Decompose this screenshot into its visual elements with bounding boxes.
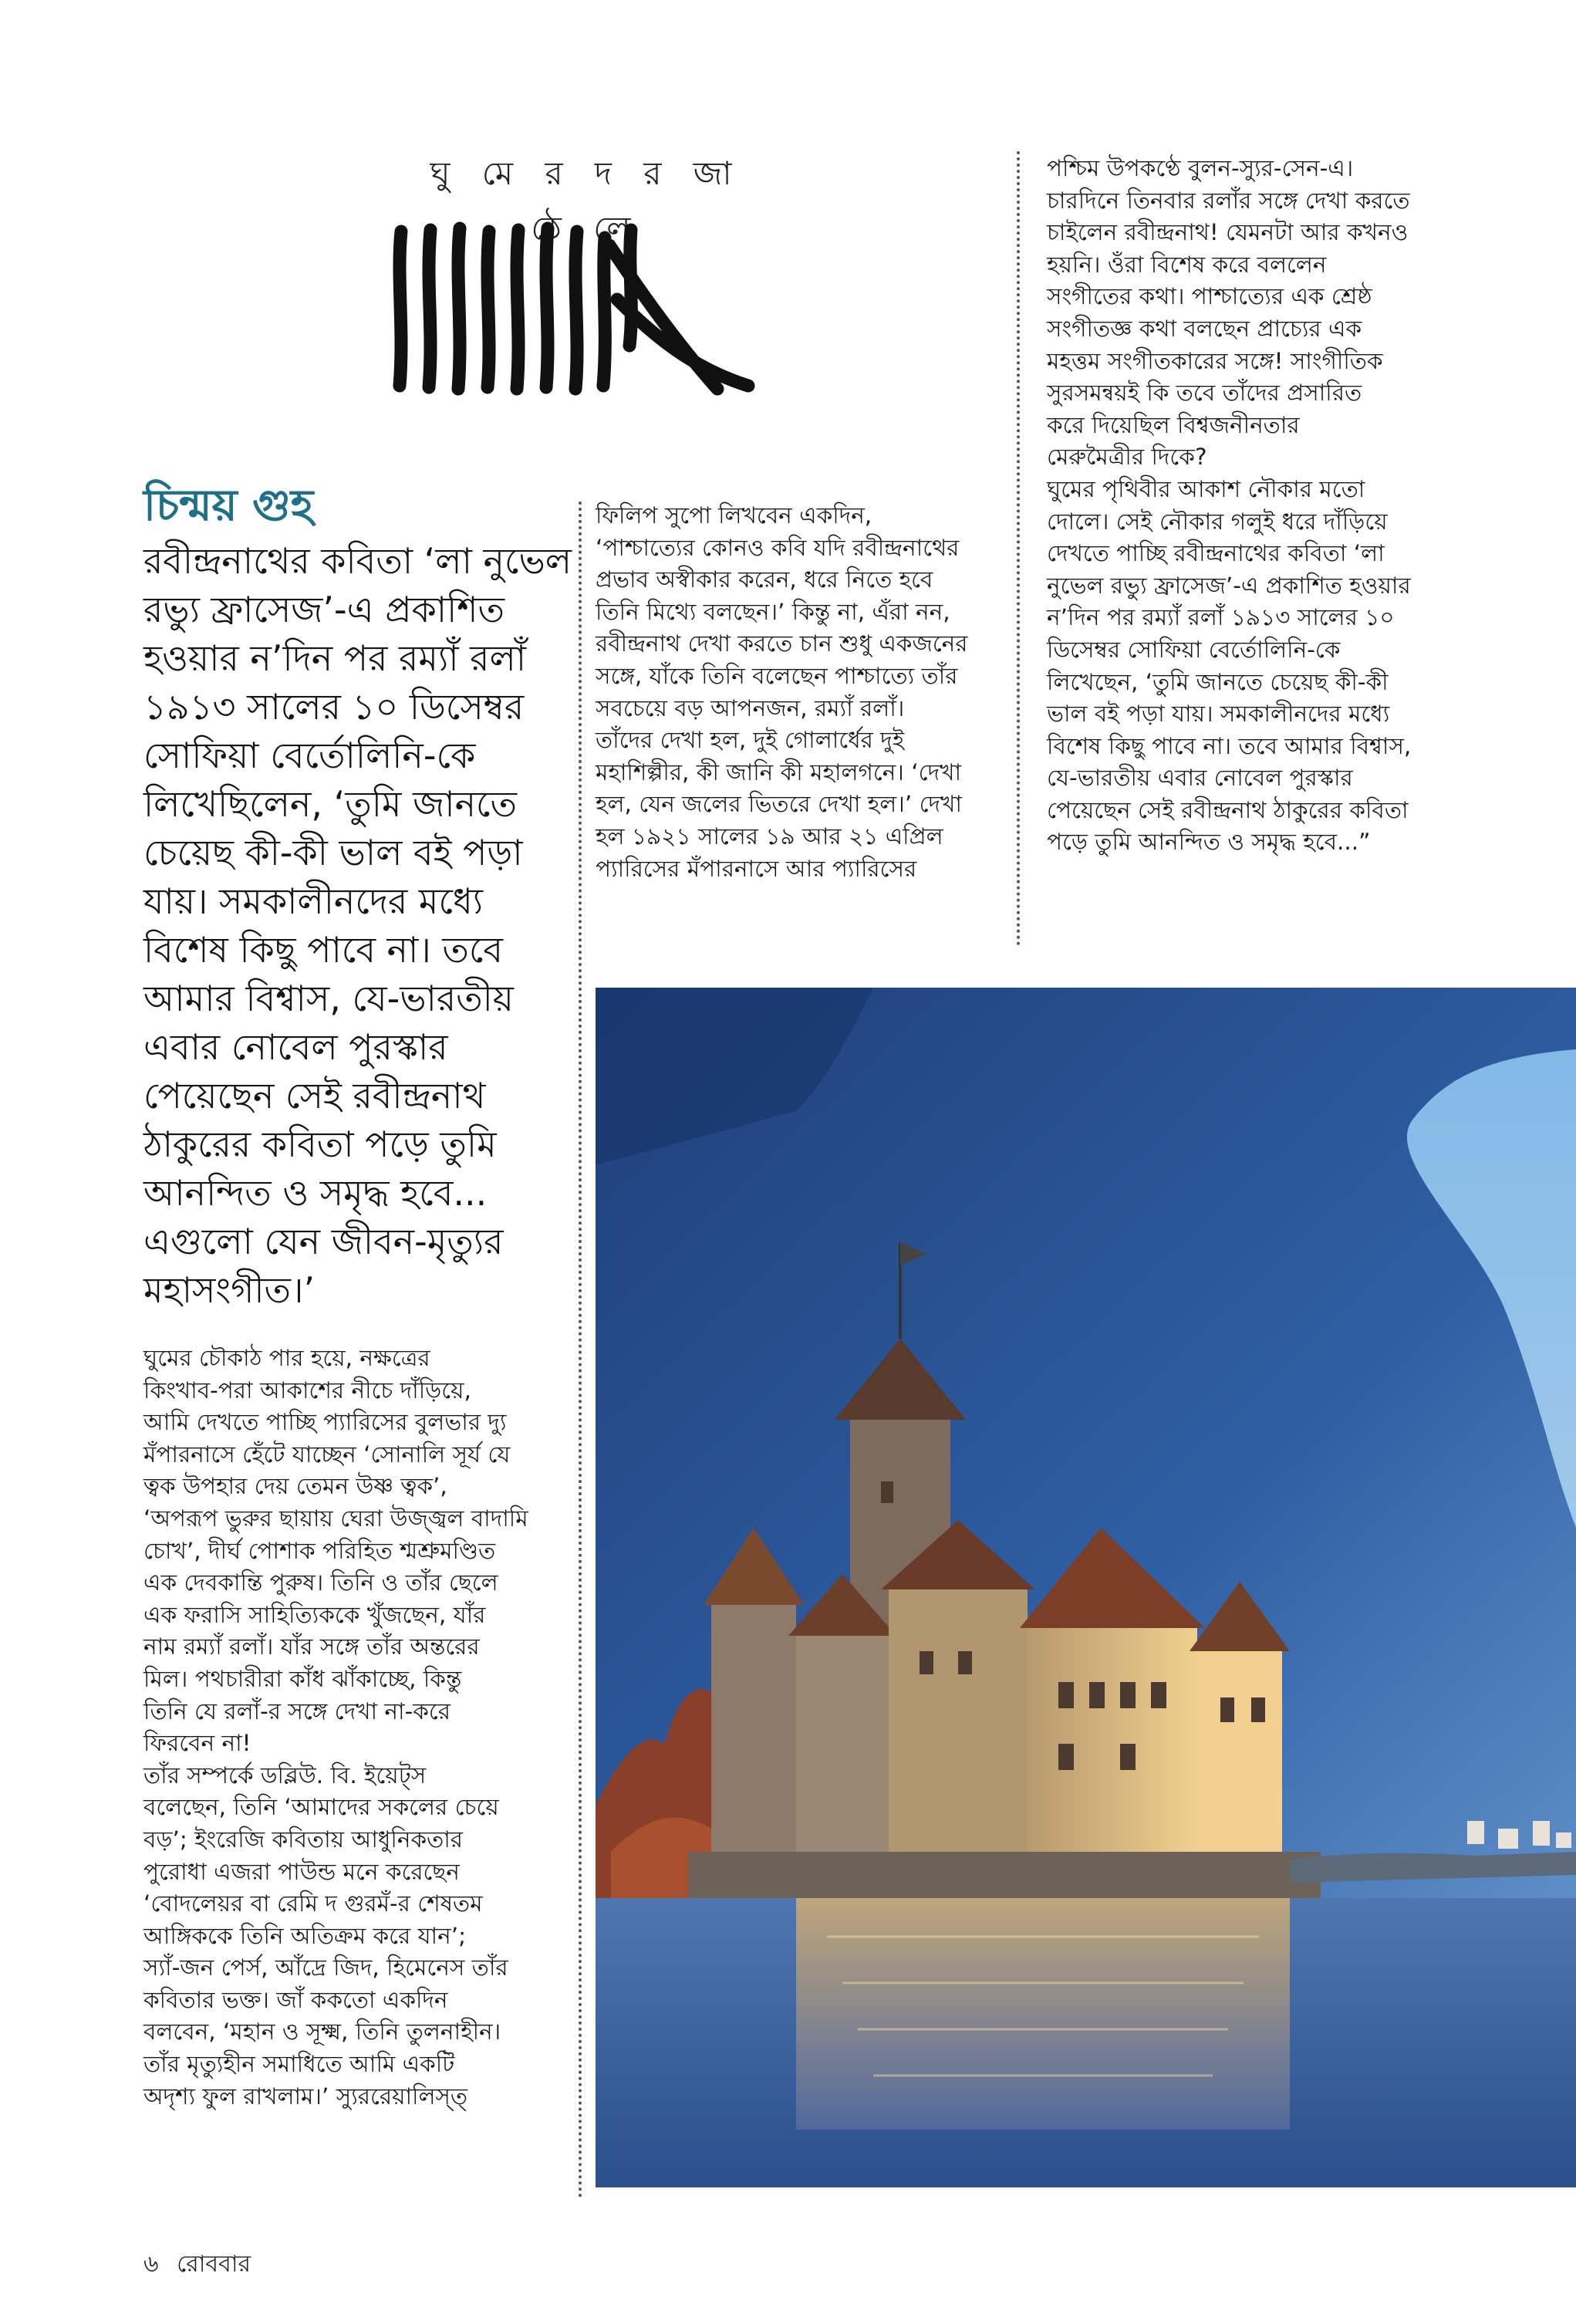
column-divider-right <box>1017 151 1020 946</box>
column-divider-left <box>579 502 582 2199</box>
page-number: ৬ <box>143 2251 159 2278</box>
article-column-1: ঘুমের চৌকাঠ পার হয়ে, নক্ষত্রের কিংখাব-পরা আকাশের নীচে দাঁড়িয়ে, আমি দেখতে পাচ্ছি প্যারিসের বুলভার দ্যু মঁপারনাসে হেঁটে যাচ্ছেন ‘সোনালি সূর্য যে ত্বক উপহার দেয় তেমন উষ্ণ ত্বক’, ‘অপরূপ ভুরুর ছায়ায় ঘেরা উজ্জ্বল বাদামি চোখ’, দীর্ঘ পোশাক পরিহিত শ্মশ্রুমণ্ডিত এক দেবকান্তি পুরুষ। তিনি ও তাঁর ছেলে এক ফরাসি সাহিত্যিককে খুঁজছেন, যাঁর নাম রম্যাঁ রলাঁ। যাঁর সঙ্গে তাঁর অন্তরের মিল। পথচারীরা কাঁধ ঝাঁকাচ্ছে, কিন্তু তিনি যে রলাঁ-র সঙ্গে দেখা না-করে ফিরবেন না! তাঁর সম্পর্কে ডব্লিউ. বি. ইয়েট্‌স বলেছেন, তিনি ‘আমাদের সকলের চেয়ে বড়’; ইংরেজি কবিতায় আধুনিকতার পুরোধা এজরা পাউন্ড মনে করেছেন ‘বোদলেয়র বা রেমি দ গুরমঁ-র শেষতম আঙ্গিককে তিনি অতিক্রম করে যান’; স্যাঁ-জন পের্স, আঁদ্রে জিদ, হিমেনেস তাঁর কবিতার ভক্ত। জাঁ ককতো একদিন বলবেন, ‘মহান ও সূক্ষ্ম, তিনি তুলনাহীন। তাঁর মৃত্যুহীন সমাধিতে আমি একটি অদৃশ্য ফুল রাখলাম।’ স্যুররেয়ালিস্ত্‌ <box>143 1345 528 2110</box>
author-byline: চিন্ময় গুহ <box>143 481 314 531</box>
article-column-3: পশ্চিম উপকণ্ঠে বুলন-স্যুর-সেন-এ। চারদিনে তিনবার রলাঁর সঙ্গে দেখা করতে চাইলেন রবীন্দ্রনাথ! যেমনটা আর কখনও হয়নি। ওঁরা বিশেষ করে বললেন সংগীতের কথা। পাশ্চাত্যের এক শ্রেষ্ঠ সংগীতজ্ঞ কথা বলছেন প্রাচ্যের এক মহত্তম সংগীতকারের সঙ্গে! সাংগীতিক সুরসমন্বয়ই কি তবে তাঁদের প্রসারিত করে দিয়েছিল বিশ্বজনীনতার মেরুমৈত্রীর দিকে? ঘুমের পৃথিবীর আকাশ নৌকার মতো দোলে। সেই নৌকার গলুই ধরে দাঁড়িয়ে দেখতে পাচ্ছি রবীন্দ্রনাথের কবিতা ‘লা নুভেল রভ্যু ফ্রাসেজ’-এ প্রকাশিত হওয়ার ন’দিন পর রম্যাঁ রলাঁ ১৯১৩ সালের ১০ ডিসেম্বর সোফিয়া বের্তোলিনি-কে লিখেছেন, ‘তুমি জানতে চেয়েছ কী-কী ভাল বই পড়া যায়। সমকালীনদের মধ্যে বিশেষ কিছু পাবে না। তবে আমার বিশ্বাস, যে-ভারতীয় এবার নোবেল পুরস্কার পেয়েছেন সেই রবীন্দ্রনাথ ঠাকুরের কবিতা পড়ে তুমি আনন্দিত ও সমৃদ্ধ হবে...” <box>1047 155 1412 856</box>
kicker-heading: ঘু মে র দ র জা ঠে লে <box>430 154 743 247</box>
section-name: রোববার <box>177 2251 251 2278</box>
article-column-2: ফিলিপ সুপো লিখবেন একদিন, ‘পাশ্চাত্যের কোনও কবি যদি রবীন্দ্রনাথের প্রভাব অস্বীকার করেন, ধরে নিতে হবে তিনি মিথ্যে বলছেন।’ কিন্তু না, এঁরা নন, রবীন্দ্রনাথ দেখা করতে চান শুধু একজনের সঙ্গে, যাঁকে তিনি বলেছেন পাশ্চাত্যে তাঁর সবচেয়ে বড় আপনজন, রম্যাঁ রলাঁ। তাঁদের দেখা হল, দুই গোলার্ধের দুই মহাশিল্পীর, কী জানি কী মহালগনে। ‘দেখা হল, যেন জলের ভিতরে দেখা হল।’ দেখা হল ১৯২১ সালের ১৯ আর ২১ এপ্রিল প্যারিসের মঁপারনাসে আর প্যারিসের <box>596 502 968 882</box>
page-footer <box>143 2245 375 2285</box>
castle-by-lake-photo <box>596 988 1576 2187</box>
title-logo-art <box>386 214 764 400</box>
pull-quote: রবীন্দ্রনাথের কবিতা ‘লা নুভেল রভ্যু ফ্রাসেজ’-এ প্রকাশিত হওয়ার ন’দিন পর রম্যাঁ রলাঁ ১৯১৩ সালের ১০ ডিসেম্বর সোফিয়া বের্তোলিনি-কে লিখেছিলেন, ‘তুমি জানতে চেয়েছ কী-কী ভাল বই পড়া যায়। সমকালীনদের মধ্যে বিশেষ কিছু পাবে না। তবে আমার বিশ্বাস, যে-ভারতীয় এবার নোবেল পুরস্কার পেয়েছেন সেই রবীন্দ্রনাথ ঠাকুরের কবিতা পড়ে তুমি আনন্দিত ও সমৃদ্ধ হবে... এগুলো যেন জীবন-মৃত্যুর মহাসংগীত।’ <box>143 540 572 1311</box>
